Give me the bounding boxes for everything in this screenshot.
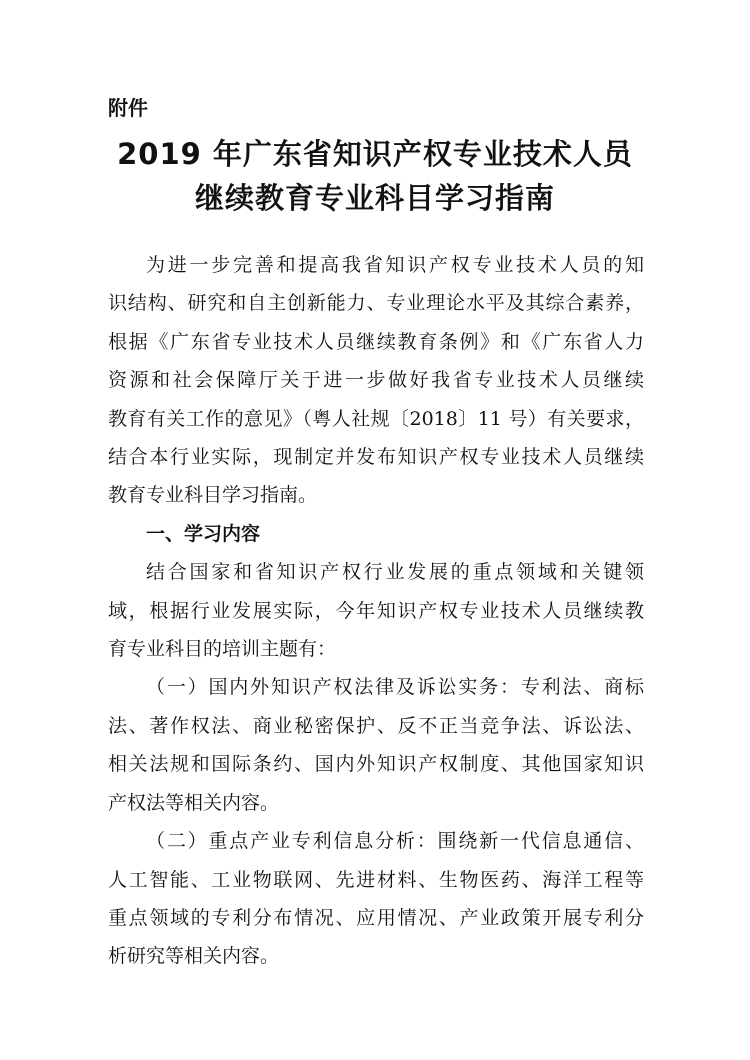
document-body bbox=[108, 246, 644, 976]
text-line: （二）重点产业专利信息分析：围绕新一代信息通信、 bbox=[146, 830, 644, 853]
text-line: 法、著作权法、商业秘密保护、反不正当竞争法、诉讼法、 bbox=[108, 714, 644, 737]
document-title bbox=[0, 132, 750, 220]
text-line: 为进一步完善和提高我省知识产权专业技术人员的知 bbox=[146, 254, 644, 276]
section1-intro-paragraph bbox=[108, 553, 644, 668]
text-line: 识结构、研究和自主创新能力、专业理论水平及其综合素养， bbox=[108, 292, 644, 315]
intro-paragraph bbox=[108, 246, 644, 515]
text-line: 相关法规和国际条约、国内外知识产权制度、其他国家知识 bbox=[108, 753, 644, 776]
item-1-paragraph bbox=[108, 668, 644, 822]
text-line: 析研究等相关内容。 bbox=[108, 945, 280, 968]
text-line: 教育专业科目学习指南。 bbox=[108, 484, 318, 507]
text-line: 结合本行业实际，现制定并发布知识产权专业技术人员继续 bbox=[108, 446, 644, 469]
section-heading-study-content: 一、学习内容 bbox=[146, 522, 261, 545]
text-line: 产权法等相关内容。 bbox=[108, 791, 280, 814]
title-line-1: 2019 年广东省知识产权专业技术人员 bbox=[117, 137, 633, 171]
title-line-2: 继续教育专业科目学习指南 bbox=[194, 181, 555, 215]
text-line: 教育有关工作的意见》（粤人社规〔2018〕11 号）有关要求， bbox=[108, 407, 644, 430]
text-line: 育专业科目的培训主题有： bbox=[108, 638, 337, 661]
item-2-paragraph bbox=[108, 822, 644, 976]
text-line: 重点领域的专利分布情况、应用情况、产业政策开展专利分 bbox=[108, 906, 644, 929]
text-line: 根据《广东省专业技术人员继续教育条例》和《广东省人力 bbox=[108, 330, 644, 353]
text-line: 人工智能、工业物联网、先进材料、生物医药、海洋工程等 bbox=[108, 868, 644, 891]
text-line: （一）国内外知识产权法律及诉讼实务：专利法、商标 bbox=[146, 676, 644, 699]
text-line: 结合国家和省知识产权行业发展的重点领域和关键领 bbox=[146, 561, 644, 584]
text-line: 域，根据行业发展实际，今年知识产权专业技术人员继续教 bbox=[108, 599, 644, 622]
text-line: 资源和社会保障厅关于进一步做好我省专业技术人员继续 bbox=[108, 369, 644, 392]
attachment-label: 附件 bbox=[108, 96, 148, 120]
